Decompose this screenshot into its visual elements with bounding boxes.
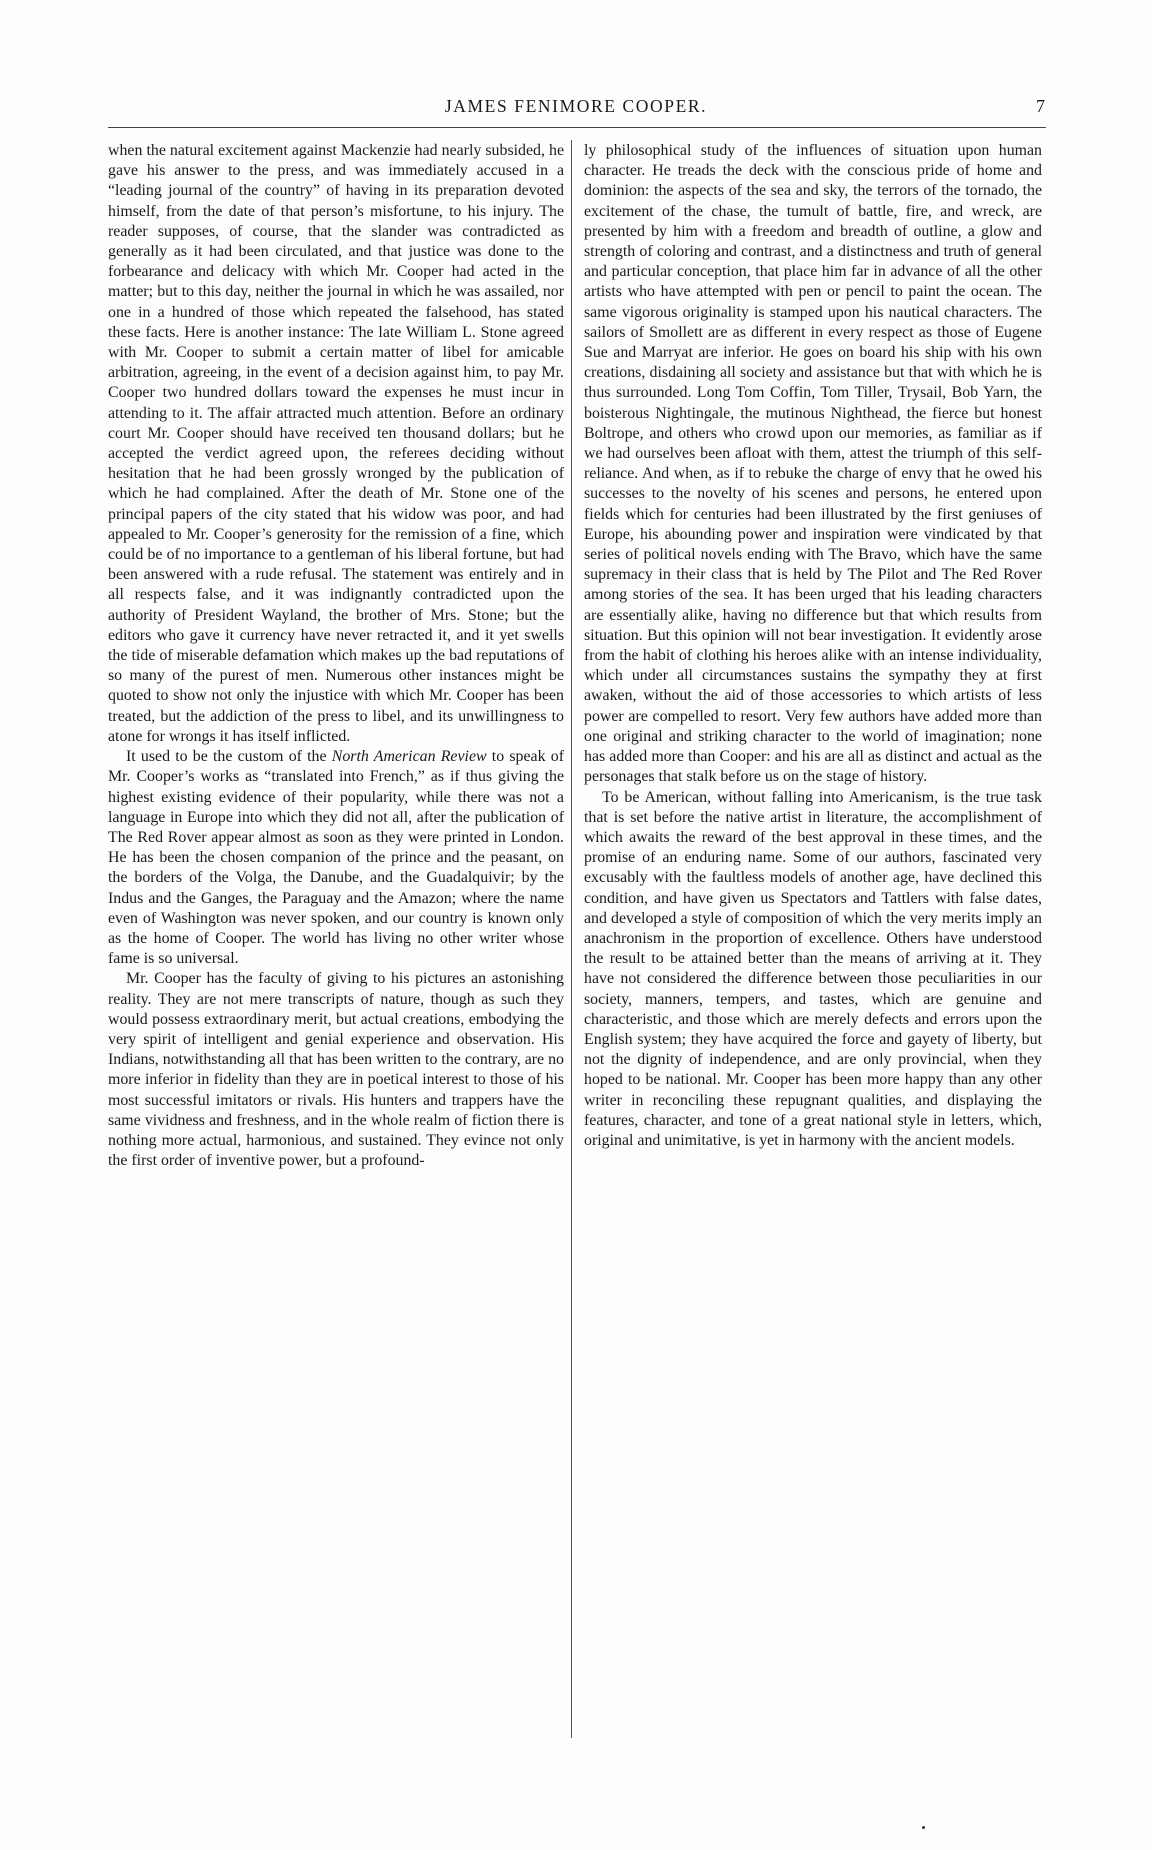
header-rule xyxy=(108,127,1046,128)
paragraph-text: to speak of Mr. Cooper’s works as “translated into French,” as if thus giving the highest existing evidence of their popularity, while there was not a language in Europe into which they did not all, after the publication of The Red Rover appear almost as soon as they were printed in London. He has been the chosen companion of the prince and the peasant, on the borders of the Volga, the Danube, and the Guadalquivir; by the Indus and the Ganges, the Paraguay and the Amazon; where the name even of Washington was never spoken, and our country is known only as the home of Cooper. The world has living no other writer whose fame is so universal. xyxy=(108,748,564,968)
paragraph-translated-into-french xyxy=(108,747,564,969)
left-column xyxy=(108,141,564,1171)
print-speck xyxy=(922,1826,925,1829)
column-divider xyxy=(571,140,572,1738)
paragraph-mackenzie-continued: when the natural excitement against Mackenzie had nearly subsided, he gave his answer to the press, and was immediately accused in a “leading journal of the country” of having in its preparation devoted himself, from the date of that person’s misfortune, to his injury. The reader supposes, of course, that the slander was contradicted as generally as it had been circulated, and that justice was done to the forbearance and delicacy with which Mr. Cooper had acted in the matter; but to this day, neither the journal in which he was assailed, nor one in a hundred of those which repeated the falsehood, has stated these facts. Here is another instance: The late William L. Stone agreed with Mr. Cooper to submit a certain matter of libel for amicable arbitration, agreeing, in the event of a decision against him, to pay Mr. Cooper two hundred dollars toward the expenses he must incur in attending to it. The affair attracted much attention. Before an ordinary court Mr. Cooper should have received ten thousand dollars; but he accepted the verdict agreed upon, the referees deciding without hesitation that he had been grossly wronged by the publication of which he had complained. After the death of Mr. Stone one of the principal papers of the city stated that his widow was poor, and had appealed to Mr. Cooper’s generosity for the remission of a fine, which could be of no importance to a gentleman of his liberal fortune, but had been answered with a rude refusal. The statement was entirely and in all respects false, and it was indignantly contradicted upon the authority of President Wayland, the brother of Mrs. Stone; but the editors who gave it currency have never retracted it, and it yet swells the tide of miserable defamation which makes up the bad reputations of so many of the purest of men. Numerous other instances might be quoted to show not only the injustice with which Mr. Cooper has been treated, but the addiction of the press to libel, and its unwillingness to atone for wrongs it has itself inflicted. xyxy=(108,142,564,745)
paragraph-text: It used to be the custom of the xyxy=(126,748,332,766)
page-number: 7 xyxy=(1036,96,1045,116)
journal-title-italic: North American Review xyxy=(331,748,487,766)
running-header xyxy=(105,96,1047,122)
paragraph-to-be-american: To be American, without falling into Americanism, is the true task that is set before the native artist in literature, the accomplishment of which awaits the reward of the best approval in these times, and the promise of an enduring name. Some of our authors, fascinated very excusably with the faultless models of another age, have declined this condition, and have given us Spectators and Tattlers with false dates, and developed a style of composition of which the very merits imply an anachronism in the proportion of excellence. Others have understood the result to be attained better than the means of arriving at it. They have not considered the difference between those peculiarities in our society, manners, tempers, and tastes, which are genuine and characteristic, and those which are merely defects and errors upon the English system; they have acquired the force and gayety of liberty, but not the dignity of independence, and are only provincial, when they hoped to be national. Mr. Cooper has been more happy than any other writer in reconciling these repugnant qualities, and displaying the features, character, and tone of a great national style in letters, which, original and unimitative, is yet in harmony with the ancient models. xyxy=(584,788,1042,1149)
right-column xyxy=(584,141,1042,1151)
running-title: JAMES FENIMORE COOPER. xyxy=(444,96,708,116)
paragraph-faculty-of-reality: Mr. Cooper has the faculty of giving to his pictures an astonishing reality. They are not mere transcripts of nature, though as such they would possess extraordinary merit, but actual creations, embodying the very spirit of intelligent and genial experience and observation. His Indians, notwithstanding all that has been written to the contrary, are no more inferior in fidelity than they are in poetical interest to those of his most successful imitators or rivals. His hunters and trappers have the same vividness and freshness, and in the whole realm of fiction there is nothing more actual, harmonious, and sustained. They evince not only the first order of inventive power, but a profound- xyxy=(108,970,564,1170)
paragraph-nautical-characters: ly philosophical study of the influences of situation upon human character. He treads the deck with the conscious pride of home and dominion: the aspects of the sea and sky, the terrors of the tornado, the excitement of the chase, the tumult of battle, fire, and wreck, are presented by him with a freedom and breadth of outline, a glow and strength of coloring and contrast, and a distinctness and truth of general and particular conception, that place him far in advance of all the other artists who have attempted with pen or pencil to paint the ocean. The same vigorous originality is stamped upon his nautical characters. The sailors of Smollett are as different in every respect as those of Eugene Sue and Marryat are inferior. He goes on board his ship with his own creations, disdaining all society and assistance but that with which he is thus surrounded. Long Tom Coffin, Tom Tiller, Trysail, Bob Yarn, the boisterous Nightingale, the mutinous Nighthead, the fierce but honest Boltrope, and others who crowd upon our memories, as familiar as if we had ourselves been afloat with them, attest the triumph of this self-reliance. And when, as if to rebuke the charge of envy that he owed his successes to the novelty of his scenes and persons, he entered upon fields which for centuries had been illustrated by the first geniuses of Europe, his abounding power and inspiration were vindicated by that series of political novels ending with The Bravo, which have the same supremacy in their class that is held by The Pilot and The Red Rover among stories of the sea. It has been urged that his leading characters are essentially alike, having no difference but that which results from situation. But this opinion will not bear investigation. It evidently arose from the habit of clothing his heroes alike with an intense individuality, which under all circumstances sustains the sympathy they at first awaken, without the aid of those accessories to which artists of less power are compelled to resort. Very few authors have added more than one original and striking character to the world of imagination; none has added more than Cooper: and his are all as distinct and actual as the personages that stalk before us on the stage of history. xyxy=(584,142,1042,786)
